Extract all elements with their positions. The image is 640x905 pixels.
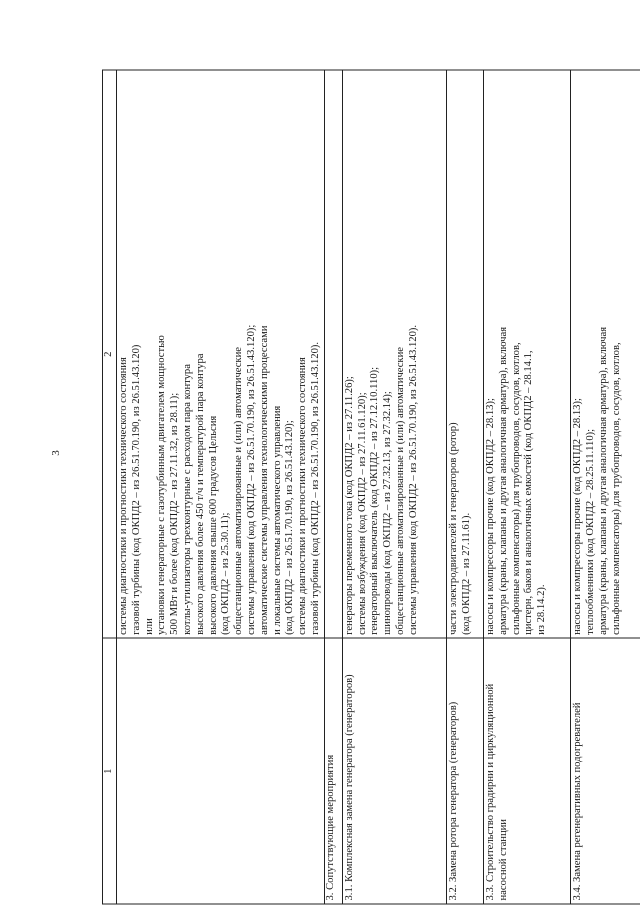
header-col-2: 2 <box>103 70 117 638</box>
cell-line: системы диагностики и прогностики технического состояния <box>297 357 309 635</box>
cell-line: общестанционные автоматизированные и (или) автоматические <box>394 347 406 635</box>
cell-line: газовой турбины (код ОКПД2 – из 26.51.70.190, из 26.51.43.120) <box>130 344 142 635</box>
cell-line: (код ОКПД2 – из 26.51.70.190, из 26.51.43.120); <box>284 420 296 635</box>
cell-line: (код ОКПД2 – из 27.11.61). <box>460 512 472 635</box>
item-equipment <box>342 70 446 638</box>
header-row <box>103 70 117 904</box>
item-title: 3.3. Строительство градирни и циркуляционной насосной станции <box>484 638 571 904</box>
cell-line: сильфонные компенсаторы) для трубопроводов, сосудов, котлов, <box>510 342 522 635</box>
cell-line: (код ОКПД2 – из 25.30.11); <box>220 512 232 635</box>
cell-line: системы возбуждения (код ОКПД2 – из 27.11.61.120); <box>356 392 368 635</box>
table-row <box>446 70 483 904</box>
section-title: 3. Сопутствующие мероприятия <box>324 638 342 904</box>
item-title: 3.2. Замена ротора генератора (генераторов) <box>446 638 483 904</box>
cell-line: генераторный выключатель (код ОКПД2 – из 27.12.10.110); <box>369 366 381 635</box>
section-row <box>324 70 342 904</box>
item-equipment <box>446 70 483 638</box>
equipment-table <box>102 70 640 905</box>
cell-line: газовой турбины (код ОКПД2 – из 26.51.70.190, из 26.51.43.120). <box>309 341 321 635</box>
table-cell-col1 <box>117 638 325 904</box>
item-equipment <box>484 70 571 638</box>
table-row <box>117 70 325 904</box>
cell-line: высокого давления свыше 600 градусов Цельсия <box>207 415 219 635</box>
item-equipment <box>571 70 640 638</box>
page-number: 3 <box>50 450 62 456</box>
cell-line: из 28.14.2). <box>536 584 548 635</box>
section-empty-cell <box>324 70 342 638</box>
cell-line: высокого давления более 450 т/ч и температурой пара контура <box>194 353 206 635</box>
cell-line: арматура (краны, клапаны и другая аналогичная арматура), включая <box>597 326 609 635</box>
cell-line: и локальные системы автоматического управления <box>271 405 283 635</box>
cell-line: насосы и компрессоры прочие (код ОКПД2 – 28.13); <box>485 398 496 635</box>
cell-line: теплообменники (код ОКПД2 – 28.25.11.110); <box>585 428 597 635</box>
header-col-1: 1 <box>103 638 117 904</box>
item-title: 3.1. Комплексная замена генератора (генераторов) <box>342 638 446 904</box>
table-row <box>571 70 640 904</box>
cell-line: или <box>143 618 155 635</box>
table-row <box>484 70 571 904</box>
cell-line: части электродвигателей и генераторов (ротор) <box>447 422 459 635</box>
cell-line: арматура (краны, клапаны и другая аналогичная арматура), включая <box>497 326 509 635</box>
cell-line: шинопроводы (код ОКПД2 – из 27.32.13, из 27.32.14); <box>382 391 394 635</box>
cell-line: системы управления (код ОКПД2 – из 26.51.70.190, из 26.51.43.120). <box>407 324 419 635</box>
cell-line: цистерн, баков и аналогичных емкостей (код ОКПД2 – 28.14.1, <box>523 350 535 635</box>
cell-line: сильфонные компенсаторы) для трубопроводов, сосудов, котлов, <box>610 342 622 635</box>
cell-line: 500 МВт и более (код ОКПД2 – из 27.11.32, из 28.11); <box>169 392 181 635</box>
cell-line: общестанционные автоматизированные и (или) автоматические <box>233 347 245 635</box>
cell-line: системы управления (код ОКПД2 – из 26.51.70.190, из 26.51.43.120); <box>245 324 257 635</box>
cell-line: котлы-утилизаторы трехконтурные с расходом пара контура <box>181 364 193 635</box>
table-cell-col2 <box>117 70 325 638</box>
cell-line: автоматические системы управления технологическими процессами <box>258 325 270 635</box>
cell-line: насосы и компрессоры прочие (код ОКПД2 – 28.13); <box>572 398 584 635</box>
table-row <box>342 70 446 904</box>
cell-line: системы диагностики и прогностики технического состояния <box>118 357 129 635</box>
item-title: 3.4. Замена регенеративных подогревателей <box>571 638 640 904</box>
cell-line: установки генераторные с газотурбинным двигателем мощностью <box>156 335 168 635</box>
cell-line: генераторы переменного тока (код ОКПД2 – из 27.11.26); <box>343 376 355 635</box>
table-container <box>102 70 640 905</box>
